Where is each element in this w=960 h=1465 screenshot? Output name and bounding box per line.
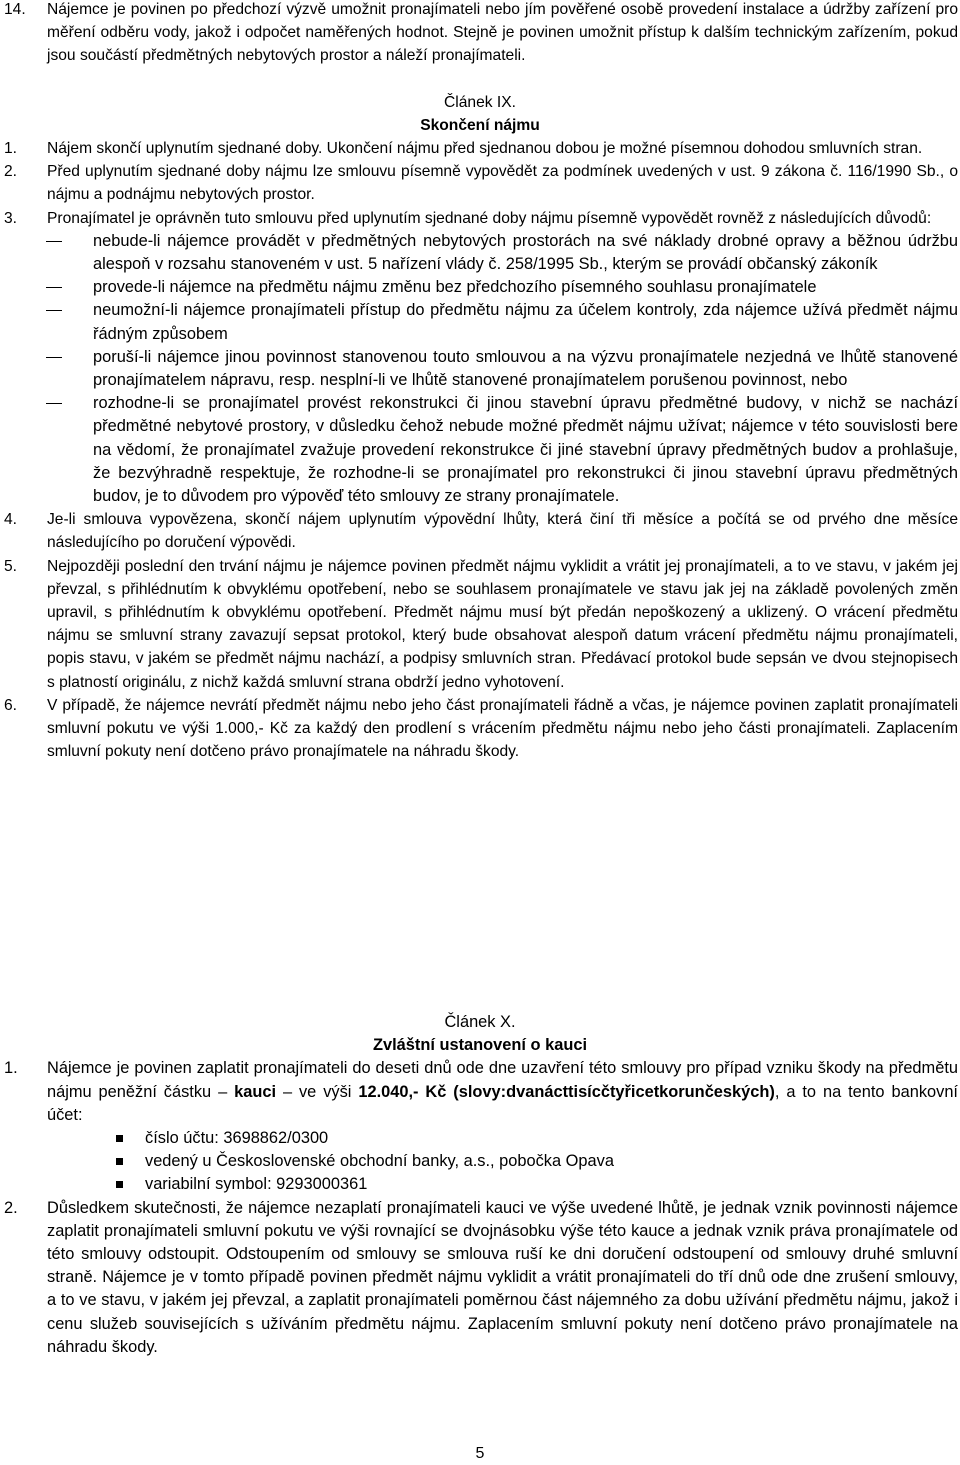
article-number: Článek X. (444, 1013, 516, 1031)
kauci-term: kauci (234, 1082, 277, 1101)
dash-marker (46, 403, 62, 404)
list-item (0, 555, 960, 694)
item-number: 5. (4, 557, 18, 575)
item-number: 14. (4, 1, 26, 18)
item-text-part: Nájemce je povinen zaplatit pronajímateli do deseti dnů ode dne uzavření této smlouvy pro případ vzniku škody na předmětu nájmu peněžní částku – (47, 1059, 958, 1101)
dash-text: rozhodne-li se pronajímatel provést rekonstrukci či jinou stavební úpravu předmětné budovy, v nichž se nachází předmětné nebytové prostory, v důsledku čehož nebude možné předmět nájmu užívat; nájemce v této souvislosti bere na vědomí, že pronajímatel zvažuje provedení rekonstrukce či jiné stavební úpravy předmětných budov a prohlašuje, že bezvýhradně respektuje, že rozhodne-li se pronajímatel pro rekonstrukci či jinou stavební úpravu předmětných budov, je to důvodem pro výpověď této smlouvy ze strany pronajímatele. (93, 394, 958, 506)
item-text: Nájem skončí uplynutím sjednané doby. Ukončení nájmu před sjednanou dobou je možné písemnou dohodou smluvních stran. (47, 140, 923, 158)
article-title: Skončení nájmu (420, 116, 540, 134)
list-item (0, 1197, 960, 1359)
dash-list-item (0, 346, 960, 392)
item-text-part: , a to na tento bankovní účet: (47, 1082, 958, 1124)
item-number: 2. (4, 163, 18, 181)
dash-text: nebude-li nájemce provádět v předmětných nebytových prostorách na své náklady drobné opravy a běžnou údržbu alespoň v rozsahu stanoveném v ust. 5 nařízení vlády č. 258/1995 Sb., kterým se provádí občanský zákoník (93, 231, 958, 274)
item-text: V případě, že nájemce nevrátí předmět nájmu nebo jeho část pronajímateli řádně a včas, je nájemce povinen zaplatit pronajímateli smluvní pokutu ve výši 1.000,- Kč za každý den prodlení s vrácením předmětu nájmu nebo jeho části pronajímateli. Zaplacením smluvní pokuty není dotčeno právo pronajímatele na náhradu škody. (47, 696, 958, 761)
bullet-item (0, 1127, 960, 1150)
item-text: Pronajímatel je oprávněn tuto smlouvu před uplynutím sjednané doby nájmu písemně vypovědět rovněž z následujících důvodů: (47, 209, 932, 227)
dash-marker (46, 287, 62, 288)
article-heading (0, 91, 960, 137)
item-text: Důsledkem skutečnosti, že nájemce nezaplatí pronajímateli kauci ve výše uvedené lhůtě, je jednak vznik povinnosti nájemce zaplatit pronajímateli smluvní pokutu ve výši rovnající se dvojnásobku výše této kauce a jednak vznik práva pronajímatele od této smlouvy odstoupit. Odstoupením od smlouvy se smlouva ruší ke dni doručení odstoupení od smlouvy druhé smluvní straně. Nájemce je v tomto případě povinen předmět nájmu vyklidit a vrátit pronajímateli do tří dnů ode dne zrušení smlouvy, a to ve stavu, v jakém jej převzal, a zaplatit pronajímateli poměrnou část nájemného za dobu užívání předmětu nájmu, jakož i cenu služeb souvisejících s užíváním předmětu nájmu. Zaplacením smluvní pokuty není dotčeno právo pronajímatele na náhradu škody. (47, 1198, 958, 1356)
list-item (0, 137, 960, 160)
item-text: Je-li smlouva vypovězena, skončí nájem uplynutím výpovědní lhůty, která činí tři měsíce a počítá se od prvého dne měsíce následujícího po doručení výpovědi. (47, 511, 958, 552)
article-x-section (0, 1011, 960, 1359)
dash-list-item (0, 392, 960, 508)
bullet-item (0, 1173, 960, 1196)
item-number: 3. (4, 209, 18, 227)
article-number: Článek IX. (444, 93, 516, 111)
list-item (0, 207, 960, 230)
bullet-text: číslo účtu: 3698862/0300 (145, 1129, 329, 1148)
bullet-text: vedený u Československé obchodní banky, a.s., pobočka Opava (145, 1152, 614, 1171)
item-text: Nejpozději poslední den trvání nájmu je nájemce povinen předmět nájmu vyklidit a vrátit jej pronajímateli, a to ve stavu, v jakém jej převzal, s přihlédnutím k obvyklému opotřebení, nebo se souhlasem pronajímatele ve stavu jak jej na základě povolených změn upravil, s přihlédnutím k obvyklému opotřebení. Předmět nájmu musí být předán nepoškozený a uklizený. O vrácení předmětu nájmu se smluvní strany zavazují sepsat protokol, který bude obsahovat alespoň datum vrácení předmětu nájmu pronajímateli, popis stavu, v jakém se předmět nájmu nachází, a podpisy smluvních stran. Předávací protokol bude sepsán ve dvou stejnopisech s platností originálu, z nichž každá smluvní strana obdrží jedno vyhotovení. (47, 557, 958, 691)
deposit-amount: 12.040,- Kč (slovy:dvanácttisícčtyřicetkorunčeských) (358, 1082, 775, 1101)
dash-list-item (0, 230, 960, 276)
list-item (0, 508, 960, 554)
item-number: 2. (4, 1198, 18, 1217)
list-item (0, 1057, 960, 1127)
dash-text: provede-li nájemce na předmětu nájmu změnu bez předchozího písemného souhlasu pronajímatele (93, 278, 817, 297)
list-item (0, 0, 960, 68)
dash-marker (46, 357, 62, 358)
item-text: Před uplynutím sjednané doby nájmu lze smlouvu písemně vypovědět za podmínek uvedených v ust. 9 zákona č. 116/1990 Sb., o nájmu a podnájmu nebytových prostor. (47, 163, 958, 204)
page-number: 5 (475, 1445, 485, 1462)
item-number: 1. (4, 140, 18, 158)
item-number: 6. (4, 696, 18, 714)
dash-text: poruší-li nájemce jinou povinnost stanovenou touto smlouvou a na výzvu pronajímatele nezjedná ve lhůtě stanovené pronajímatelem nápravu, resp. nesplní-li ve lhůtě stanovené pronajímatelem porušenou povinnost, nebo (93, 347, 958, 390)
dash-text: neumožní-li nájemce pronajímateli přístup do předmětu nájmu za účelem kontroly, zda nájemce užívá předmět nájmu řádným způsobem (93, 301, 958, 343)
item-number: 4. (4, 511, 18, 529)
dash-marker (46, 310, 62, 311)
square-bullet-icon (116, 1135, 123, 1142)
square-bullet-icon (116, 1181, 123, 1188)
dash-marker (46, 241, 62, 242)
list-item (0, 694, 960, 764)
item-text-part: – ve výši (276, 1082, 359, 1101)
square-bullet-icon (116, 1158, 123, 1165)
list-item (0, 160, 960, 206)
item-text: Nájemce je povinen po předchozí výzvě umožnit pronajímateli nebo jím pověřené osobě provedení instalace a údržby zařízení pro měření odběru vody, jakož i odpočet naměřených hodnot. Stejně je povinen umožnit přístup k dalším technickým zařízením, pokud jsou součástí předmětných nebytových prostor a náleží pronajímateli. (47, 1, 958, 65)
bullet-item (0, 1150, 960, 1173)
dash-list-item (0, 299, 960, 345)
article-title: Zvláštní ustanovení o kauci (372, 1036, 588, 1055)
item-number: 1. (4, 1059, 18, 1078)
bullet-text: variabilní symbol: 9293000361 (145, 1175, 368, 1194)
dash-list-item (0, 276, 960, 299)
article-heading (0, 1011, 960, 1057)
